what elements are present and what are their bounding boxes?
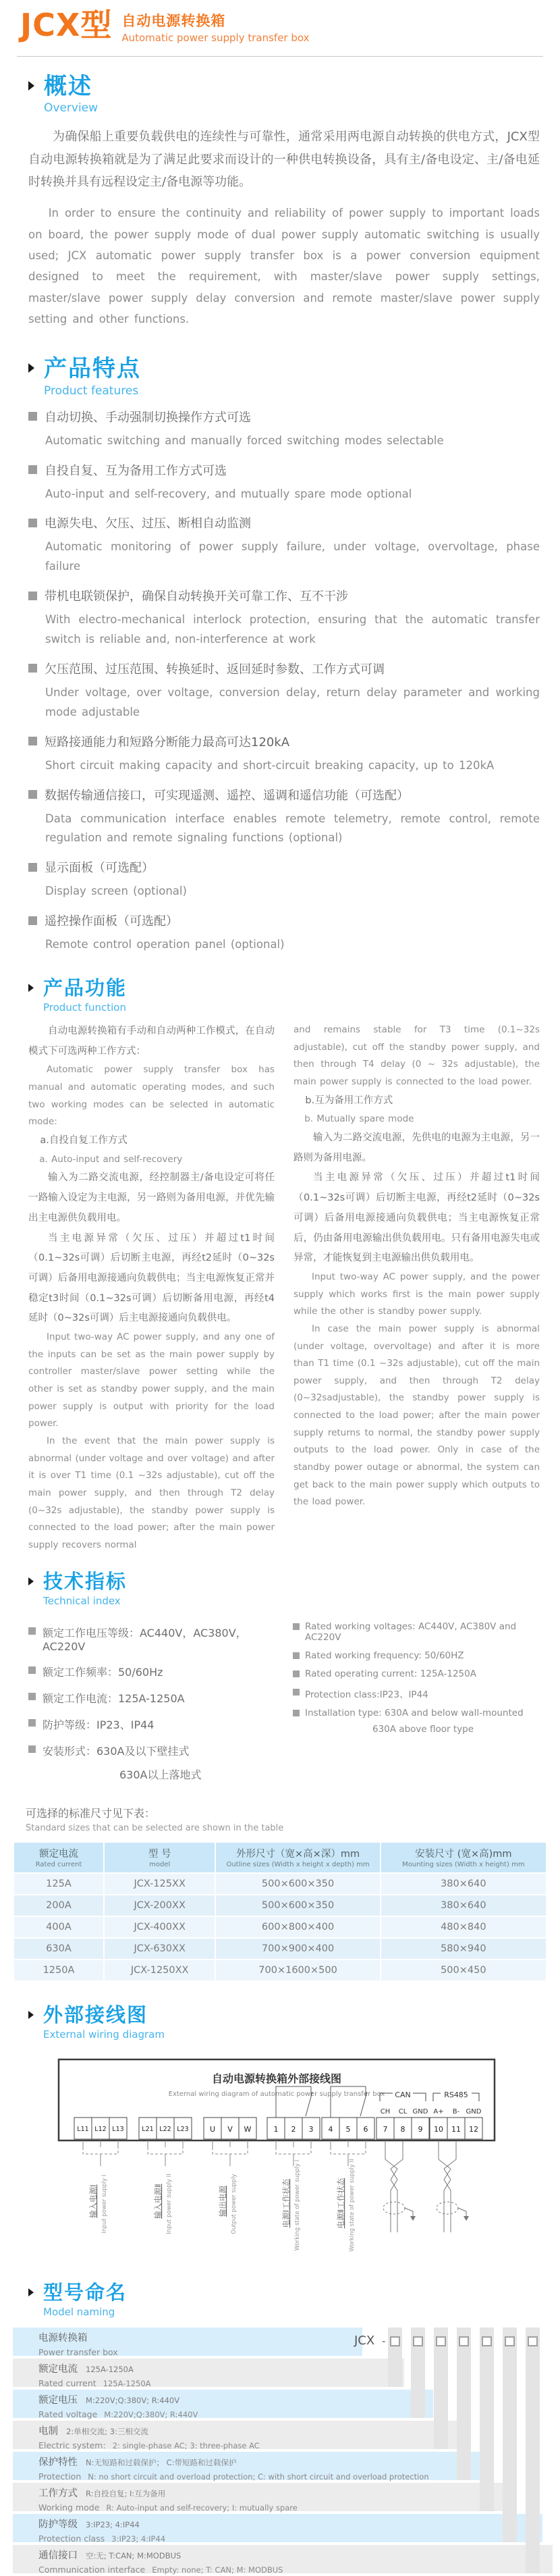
- bullet-square-icon: [28, 412, 37, 421]
- function-paragraph: 输入为二路交流电源，先供电的电源为主电源，另一路则为备用电源。: [293, 1132, 540, 1163]
- bullet-square-icon: [28, 790, 37, 799]
- pin-label: GND: [466, 2108, 482, 2116]
- wiring-diagram-title-cn: 自动电源转换箱外部接线图: [211, 2072, 342, 2086]
- section-overview-heading: [28, 74, 560, 115]
- bullet-square-icon: [28, 916, 37, 925]
- col-header: 外形尺寸（宽×高×深）mm Outline sizes (Width x height x depth) mm: [216, 1843, 381, 1872]
- terminal-label: 5: [345, 2125, 351, 2134]
- feature-en: Auto-input and self-recovery, and mutually spare mode optional: [45, 487, 412, 500]
- feature-en: Remote control operation panel (optional): [45, 938, 285, 951]
- pin-label: B-: [452, 2108, 460, 2116]
- feature-item: [28, 660, 540, 722]
- table-row: [14, 1895, 546, 1916]
- feature-item: [28, 408, 540, 451]
- technical-item: [28, 1625, 275, 1653]
- feature-en: Display screen (optional): [45, 885, 187, 898]
- terminal-label: L11: [77, 2126, 89, 2134]
- technical-columns: [28, 1614, 540, 1782]
- feature-cn: 显示面板（可选配）: [45, 861, 154, 876]
- table-row: [14, 1874, 546, 1894]
- model-digit-box: [413, 2336, 423, 2346]
- wiring-diagram-title-en: External wiring diagram of automatic power supply transfer box: [168, 2091, 385, 2099]
- model-prefix: JCX: [354, 2334, 375, 2348]
- feature-item: [28, 786, 540, 849]
- feature-cn: 电源失电、欠压、过压、断相自动监测: [45, 517, 251, 531]
- product-title-en: Automatic power supply transfer box: [121, 32, 310, 44]
- terminal-label: 1: [273, 2125, 279, 2134]
- naming-row: 电源转换箱 Power transfer box: [13, 2328, 362, 2356]
- cell-mounting-size: 480×840: [381, 1917, 546, 1937]
- wiring-title-cn: 外部接线图: [43, 2003, 148, 2027]
- cell-rated-current: 200A: [14, 1895, 105, 1916]
- group-label-en: Working state of power supply I: [294, 2159, 301, 2251]
- cell-outline-size: 700×900×400: [216, 1939, 381, 1959]
- group-label-cn: 输出电源: [218, 2186, 227, 2217]
- twisted-pair-icon: [437, 2140, 466, 2232]
- header-titles: [121, 9, 309, 44]
- naming-strip: [503, 2328, 517, 2542]
- naming-row: 通信接口 空:无; T:CAN; M:MODBUS Communication interface Empty: none; T: CAN; M: MODBUS: [13, 2545, 553, 2573]
- feature-en: Automatic switching and manually forced switching modes selectable: [45, 433, 444, 447]
- technical-title-en: Technical index: [43, 1595, 121, 1608]
- ground-arrow-icon: [410, 2216, 416, 2221]
- cell-mounting-size: 380×640: [381, 1874, 546, 1894]
- technical-item: [28, 1664, 275, 1679]
- bullet-square-icon: [28, 664, 37, 673]
- model-digit-box: [459, 2336, 469, 2346]
- overview-body: [28, 126, 540, 330]
- pin-label: CL: [398, 2108, 408, 2116]
- sizes-intro-en: Standard sizes that can be selected are shown in the table: [26, 1823, 284, 1834]
- table-row: [14, 1939, 546, 1959]
- function-paragraph: In the event that the main power supply is abnormal (under voltage and over voltage) and after it is over T1 time (0.1 ~32s adjustable), cut off the main power supply, and then through T2 delay (0~32s adjustable), the standby power supply is connected to the load power; after the main power supply recovers normal: [28, 1435, 275, 1550]
- sizes-intro-cn: 可选择的标准尺寸见下表：: [26, 1807, 156, 1820]
- function-paragraph: b. Mutually spare mode: [304, 1113, 414, 1125]
- bullet-square-icon: [293, 1652, 300, 1659]
- group-label-en: Input power supply I: [101, 2174, 108, 2234]
- feature-cn: 自动切换、手动强制切换操作方式可选: [45, 410, 251, 425]
- product-model-title: JCX型: [20, 7, 113, 43]
- technical-item-text: 防护等级：IP23、IP44: [43, 1718, 155, 1732]
- feature-cn: 带机电联锁保护，确保自动转换开关可靠工作、互不干涉: [45, 589, 348, 604]
- pin-label: CH: [380, 2108, 391, 2116]
- group-brackets: [83, 2147, 366, 2154]
- terminal-label: 3: [308, 2125, 314, 2134]
- triangle-bullet-icon: [28, 363, 34, 373]
- naming-row: 电制 2:单相交流; 3:三相交流 Electric system: 2: single-phase AC; 3: three-phase AC: [13, 2421, 457, 2449]
- wire-stubs: [83, 2140, 366, 2147]
- terminal-label: L13: [112, 2126, 124, 2134]
- terminal-label: 10: [434, 2125, 443, 2134]
- naming-strip: [457, 2328, 471, 2480]
- overview-paragraph-cn: 为确保船上重要负载供电的连续性与可靠性，通常采用两电源自动转换的供电方式，JCX型自动电源转换箱就是为了满足此要求而设计的一种供电转换设备，具有主/备电设定、主/备电延时转换并具有远程设定主/备电源等功能。: [28, 130, 540, 189]
- function-paragraph: Automatic power supply transfer box has manual and automatic operating modes, and such two working modes can be selected in automatic mode:: [28, 1064, 275, 1128]
- terminal-label: 7: [383, 2125, 388, 2134]
- bullet-square-icon: [28, 863, 37, 872]
- feature-cn: 欠压范围、过压范围、转换延时、返回延时参数、工作方式可调: [45, 662, 385, 677]
- function-paragraph: 当主电源异常（欠压、过压）并超过t1时间（0.1~32s可调）后切断主电源，再经t2延时（0~32s可调）后备用电源接通向负载供电；当主电源恢复正常并稳定t3时间（0.1~32s可调）后切断备用电源，再经t4延时（0~32s可调）后主电源接通向负载供电。: [28, 1232, 275, 1324]
- triangle-bullet-icon: [28, 2288, 34, 2296]
- col-header: 安装尺寸 (宽×高)mm Mounting sizes (Width x height) mm: [381, 1843, 546, 1872]
- overview-title-cn: 概述: [44, 73, 92, 100]
- cell-outline-size: 500×600×350: [216, 1895, 381, 1916]
- bullet-square-icon: [293, 1623, 300, 1630]
- function-paragraph: 输入为二路交流电源，经控制器主/备电设定可将任一路输入设定为主电源，另一路则为备用电源，并优先输出主电源供负载用电。: [28, 1172, 275, 1224]
- overview-title-en: Overview: [44, 101, 99, 115]
- bullet-square-icon: [28, 465, 37, 474]
- terminal-label: U: [209, 2125, 216, 2134]
- product-title-cn: 自动电源转换箱: [121, 13, 226, 29]
- terminal-label: W: [244, 2125, 252, 2134]
- function-paragraph: Input two-way AC power supply, and any one of the inputs can be set as the main power supply by controller master/slave power setting while the other is set as standby power supply, and the main power supply is output with priority for the load power.: [28, 1332, 275, 1429]
- technical-item: [293, 1621, 540, 1643]
- technical-item-text: 安装形式：630A及以下壁挂式: [43, 1745, 190, 1758]
- naming-title-en: Model naming: [43, 2306, 115, 2319]
- model-naming-diagram: [13, 2328, 553, 2576]
- cell-model: JCX-1250XX: [105, 1960, 216, 1980]
- cell-rated-current: 400A: [14, 1917, 105, 1937]
- section-wiring-heading: [28, 2005, 560, 2041]
- technical-item-text: 额定工作电流：125A-1250A: [43, 1692, 185, 1706]
- naming-row: 额定电流 125A-1250A Rated current 125A-1250A: [13, 2359, 404, 2387]
- bullet-square-icon: [293, 1710, 300, 1716]
- feature-item: [28, 514, 540, 577]
- ground-arrow-icon: [464, 2216, 469, 2221]
- section-features-heading: [28, 357, 560, 397]
- terminal-label: L12: [94, 2126, 107, 2134]
- function-paragraph: and remains stable for T3 time (0.1~32s adjustable), cut off the standby power supply, and then through T4 delay (0 ~ 32s adjustable), the main power supply is connected to the load power.: [293, 1024, 540, 1087]
- technical-item: [28, 1690, 275, 1706]
- group-label-cn: 电源Ⅱ工作状态: [336, 2178, 345, 2229]
- section-technical-heading: [28, 1571, 560, 1607]
- function-right-column: [293, 1022, 540, 1554]
- standard-sizes-table: [14, 1841, 546, 1982]
- technical-right-column: [293, 1614, 540, 1782]
- function-title-cn: 产品功能: [43, 976, 128, 1000]
- feature-cn: 遥控操作面板（可选配）: [45, 914, 178, 929]
- feature-item: [28, 733, 540, 776]
- cell-mounting-size: 500×450: [381, 1960, 546, 1980]
- technical-item-extra: 630A above floor type: [372, 1724, 474, 1735]
- technical-left-column: [28, 1614, 275, 1782]
- terminal-label: L22: [159, 2126, 171, 2134]
- triangle-bullet-icon: [28, 2011, 34, 2019]
- col-header: 额定电流 Rated current: [14, 1843, 105, 1872]
- feature-cn: 短路接通能力和短路分断能力最高可达120kA: [45, 735, 290, 750]
- model-digit-box: [390, 2336, 400, 2346]
- terminal-label: L23: [177, 2126, 189, 2134]
- cell-model: JCX-200XX: [105, 1895, 216, 1916]
- function-paragraph: 自动电源转换箱有手动和自动两种工作模式，在自动模式下可选两种工作方式：: [28, 1026, 275, 1057]
- technical-item-text: Rated operating current: 125A-1250A: [305, 1668, 476, 1680]
- group-label-en: Working state of power supply II: [349, 2159, 356, 2252]
- bullet-square-icon: [293, 1689, 300, 1696]
- cell-model: JCX-630XX: [105, 1939, 216, 1959]
- bullet-square-icon: [28, 1693, 36, 1700]
- bullet-square-icon: [28, 1666, 36, 1674]
- feature-item: [28, 912, 540, 955]
- page-header: [0, 0, 560, 44]
- cell-rated-current: 125A: [14, 1874, 105, 1894]
- cell-mounting-size: 580×940: [381, 1939, 546, 1959]
- terminal-label: V: [227, 2125, 233, 2134]
- feature-item: [28, 461, 540, 504]
- col-header: 型 号 model: [105, 1843, 216, 1872]
- group-label-en: Output power supply: [231, 2174, 237, 2234]
- technical-item: [293, 1687, 540, 1700]
- cell-model: JCX-400XX: [105, 1917, 216, 1937]
- feature-en: Data communication interface enables remote telemetry, remote control, remote regulation and remote signaling functions (optional): [45, 812, 540, 845]
- group-label-cn: 输入电源Ⅱ: [153, 2184, 163, 2219]
- technical-item-text: Installation type: 630A and below wall-mounted: [305, 1708, 524, 1719]
- cell-rated-current: 1250A: [14, 1960, 105, 1980]
- model-digit-box: [482, 2336, 492, 2346]
- rs485-bus-label: RS485: [444, 2091, 468, 2100]
- terminal-label: 11: [451, 2125, 461, 2134]
- feature-en: Under voltage, over voltage, conversion delay, return delay parameter and working mode adjustable: [45, 685, 540, 718]
- group-drop-lines: [101, 2154, 348, 2166]
- cell-outline-size: 500×600×350: [216, 1874, 381, 1894]
- technical-item-text: Rated working frequency: 50/60HZ: [305, 1650, 464, 1662]
- feature-en: Short circuit making capacity and short-circuit breaking capacity, up to 120kA: [45, 758, 495, 772]
- terminal-label: L21: [142, 2126, 154, 2134]
- pin-label: A+: [433, 2108, 444, 2116]
- model-digit-box: [436, 2336, 446, 2346]
- technical-item: [28, 1743, 275, 1758]
- function-left-column: [28, 1022, 275, 1554]
- features-title-cn: 产品特点: [44, 355, 141, 383]
- feature-en: Automatic monitoring of power supply failure, under voltage, overvoltage, phase failure: [45, 540, 540, 573]
- bullet-square-icon: [28, 592, 37, 600]
- can-bus-label: CAN: [395, 2091, 411, 2100]
- cell-mounting-size: 380×640: [381, 1895, 546, 1916]
- cell-outline-size: 600×800×400: [216, 1917, 381, 1937]
- feature-en: With electro-mechanical interlock protection, ensuring that the automatic transfer switch is reliable and, non-interference at work: [45, 613, 540, 646]
- features-list: [28, 408, 540, 955]
- overview-paragraph-en: In order to ensure the continuity and reliability of power supply to important loads on board, the power supply mode of dual power supply automatic switching is usually used; JCX automatic power supply transfer box is a power conversion equipment designed to meet the requirement, with master/slave power supply settings, master/slave power supply delay conversion and remote master/slave power supply setting and other functions.: [28, 207, 540, 325]
- technical-item: [293, 1650, 540, 1661]
- terminal-label: 12: [469, 2125, 478, 2134]
- bullet-square-icon: [28, 1627, 36, 1635]
- terminal-label: 6: [363, 2125, 368, 2134]
- terminal-label: 9: [418, 2125, 423, 2134]
- technical-item: [293, 1668, 540, 1679]
- wiring-diagram: [57, 2058, 503, 2266]
- technical-item-text: Rated working voltages: AC440V, AC380V and AC220V: [305, 1621, 517, 1644]
- table-row: [14, 1960, 546, 1980]
- function-paragraph: a.自投自复工作方式: [40, 1135, 128, 1146]
- technical-item-extra: 630A以上落地式: [119, 1768, 202, 1782]
- wiring-title-en: External wiring diagram: [43, 2028, 165, 2041]
- technical-item: [28, 1716, 275, 1732]
- terminal-label: 4: [328, 2125, 333, 2134]
- function-columns: [28, 1022, 540, 1554]
- feature-cn: 数据传输通信接口，可实现遥测、遥控、遥调和遥信功能（可选配）: [45, 788, 409, 803]
- naming-row: 工作方式 R:自投自复; I:互为备用 Working mode R: Auto-input and self-recovery; I: mutually spare: [13, 2483, 513, 2511]
- function-paragraph: a. Auto-input and self-recovery: [39, 1153, 183, 1165]
- group-label-cn: 输入电源Ⅰ: [88, 2184, 98, 2218]
- table-row: [14, 1917, 546, 1937]
- section-function-heading: [28, 978, 560, 1014]
- technical-item: [293, 1708, 540, 1718]
- technical-item-text: Protection class:IP23、IP44: [305, 1689, 428, 1701]
- naming-strip: [526, 2328, 540, 2573]
- triangle-bullet-icon: [28, 984, 34, 992]
- function-paragraph: b.互为备用工作方式: [305, 1095, 393, 1106]
- header-divider: [17, 56, 543, 57]
- terminal-label: 2: [291, 2125, 296, 2134]
- technical-title-cn: 技术指标: [43, 1570, 128, 1594]
- function-paragraph: Input two-way AC power supply, and the power supply which works first is the main power supply while the other is standby power supply.: [293, 1271, 540, 1317]
- section-naming-heading: [28, 2282, 560, 2318]
- cell-outline-size: 700×1600×500: [216, 1960, 381, 1980]
- naming-title-cn: 型号命名: [43, 2281, 128, 2305]
- bullet-square-icon: [28, 737, 37, 745]
- function-paragraph: In case the main power supply is abnormal (under voltage, overvoltage) and after it is more than T1 time (0.1 ~32s adjustable), cut off the main power supply, and then through T2 delay (0~32sadjustable), the standby power supply is connected to the load power; after the main power supply returns to normal, the standby power supply outputs to the load power. Only in case of the standby power outage or abnormal, the system can get back to the main power supply which outputs to the load power.: [293, 1323, 540, 1508]
- feature-item: [28, 858, 540, 901]
- features-title-en: Product features: [44, 384, 139, 398]
- model-digit-box: [528, 2336, 538, 2346]
- naming-row: 额定电压 M:220V;Q:380V; R:440V Rated voltage M:220V;Q:380V; R:440V: [13, 2390, 433, 2418]
- naming-strip: [480, 2328, 494, 2511]
- bullet-square-icon: [293, 1671, 300, 1677]
- model-digit-box: [505, 2336, 515, 2346]
- cell-model: JCX-125XX: [105, 1874, 216, 1894]
- technical-item-text: 额定工作电压等级：AC440V，AC380V，AC220V: [43, 1627, 247, 1654]
- feature-item: [28, 587, 540, 650]
- triangle-bullet-icon: [28, 1577, 34, 1585]
- group-label-cn: 电源Ⅰ工作状态: [281, 2179, 291, 2228]
- bullet-square-icon: [28, 1719, 36, 1727]
- naming-row: 防护等级 3:IP23; 4:IP44 Protection class 3:IP23; 4:IP44: [13, 2514, 542, 2542]
- feature-cn: 自投自复、互为备用工作方式可选: [45, 463, 227, 478]
- function-title-en: Product function: [43, 1001, 126, 1014]
- triangle-bullet-icon: [28, 81, 34, 90]
- cell-rated-current: 630A: [14, 1939, 105, 1959]
- bullet-square-icon: [28, 519, 37, 527]
- group-label-en: Input power supply II: [166, 2174, 173, 2234]
- terminal-label: 8: [400, 2125, 405, 2134]
- twisted-pair-icon: [383, 2140, 413, 2232]
- pin-label: GND: [412, 2108, 428, 2116]
- model-dash: -: [382, 2335, 386, 2348]
- function-paragraph: 当主电源异常（欠压、过压）并超过t1时间（0.1~32s可调）后切断主电源，再经t2延时（0~32s可调）后备用电源接通向负载供电；当主电源恢复正常后，仍由备用电源输出供负载用电。只有备用电源失电或异常，才能恢复到主电源输出供负载用电。: [293, 1172, 540, 1264]
- table-header-row: [14, 1843, 546, 1872]
- bullet-square-icon: [28, 1745, 36, 1753]
- technical-item-text: 额定工作频率：50/60Hz: [43, 1666, 163, 1679]
- naming-row: 保护特性 N:无短路和过载保护； C:带短路和过载保护 Protection N: no short circuit and overload protection; C: with short circuit and overload protection: [13, 2452, 485, 2480]
